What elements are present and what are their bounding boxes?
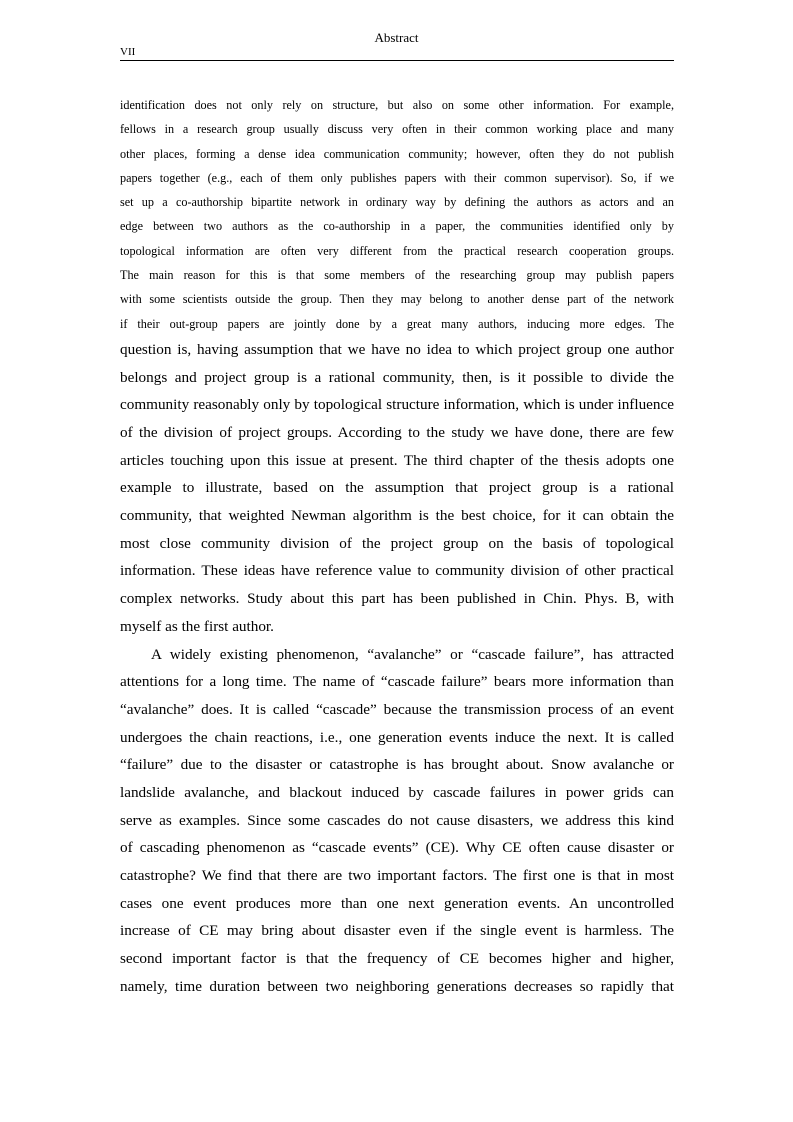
text-line: community reasonably only by topological structure information, which is under influence (120, 396, 674, 414)
text-line: namely, time duration between two neighboring generations decreases so rapidly that (120, 977, 674, 995)
text-line: attentions for a long time. The name of “cascade failure” bears more information than (120, 673, 674, 691)
header-rule (120, 60, 674, 61)
text-line: edge between two authors as the co-authorship in a paper, the communities identified only by (120, 219, 674, 234)
text-line: serve as examples. Since some cascades do not cause disasters, we address this kind (120, 811, 674, 829)
text-line: set up a co-authorship bipartite network in ordinary way by defining the authors as actors and an (120, 195, 674, 210)
running-title: Abstract (374, 30, 419, 45)
text-line: catastrophe? We find that there are two important factors. The first one is that in most (120, 867, 674, 885)
text-line: most close community division of the project group on the basis of topological (120, 534, 674, 552)
text-line: myself as the first author. (120, 617, 274, 635)
text-line: landslide avalanche, and blackout induced by cascade failures in power grids can (120, 783, 674, 801)
text-line: articles touching upon this issue at present. The third chapter of the thesis adopts one (120, 451, 674, 469)
text-line: papers together (e.g., each of them only publishes papers with their common supervisor). So, if we (120, 170, 674, 185)
text-line: “avalanche” does. It is called “cascade” because the transmission process of an event (120, 700, 674, 718)
text-line: complex networks. Study about this part has been published in Chin. Phys. B, with (120, 590, 674, 608)
text-line: cases one event produces more than one next generation events. An uncontrolled (120, 894, 674, 912)
body-text (120, 93, 674, 1000)
text-line: information. These ideas have reference value to community division of other practical (120, 562, 674, 580)
text-line: The main reason for this is that some members of the researching group may publish papers (120, 268, 674, 283)
text-line: other places, forming a dense idea communication community; however, often they do not publish (120, 146, 674, 161)
text-line: topological information are often very different from the practical research cooperation groups. (120, 243, 674, 258)
text-line: question is, having assumption that we have no idea to which project group one author (120, 340, 674, 358)
text-line: “failure” due to the disaster or catastrophe is has brought about. Snow avalanche or (120, 756, 674, 774)
text-line: example to illustrate, based on the assumption that project group is a rational (120, 479, 674, 497)
text-line: community, that weighted Newman algorithm is the best choice, for it can obtain the (120, 507, 674, 525)
text-line: fellows in a research group usually discuss very often in their common working place and many (120, 122, 674, 137)
text-line: if their out-group papers are jointly done by a great many authors, inducing more edges. The (120, 316, 674, 331)
page-number: VII (120, 46, 136, 58)
text-line: A widely existing phenomenon, “avalanche” or “cascade failure”, has attracted (151, 645, 674, 663)
text-line: with some scientists outside the group. Then they may belong to another dense part of the network (120, 292, 674, 307)
text-line: undergoes the chain reactions, i.e., one generation events induce the next. It is called (120, 728, 674, 746)
text-line: belongs and project group is a rational community, then, is it possible to divide the (120, 368, 674, 386)
text-line: identification does not only rely on structure, but also on some other information. For example, (120, 98, 674, 112)
text-line: increase of CE may bring about disaster even if the single event is harmless. The (120, 922, 674, 940)
text-line: of the division of project groups. According to the study we have done, there are few (120, 424, 674, 442)
text-line: second important factor is that the frequency of CE becomes higher and higher, (120, 950, 674, 968)
text-line: of cascading phenomenon as “cascade events” (CE). Why CE often cause disaster or (120, 839, 674, 857)
